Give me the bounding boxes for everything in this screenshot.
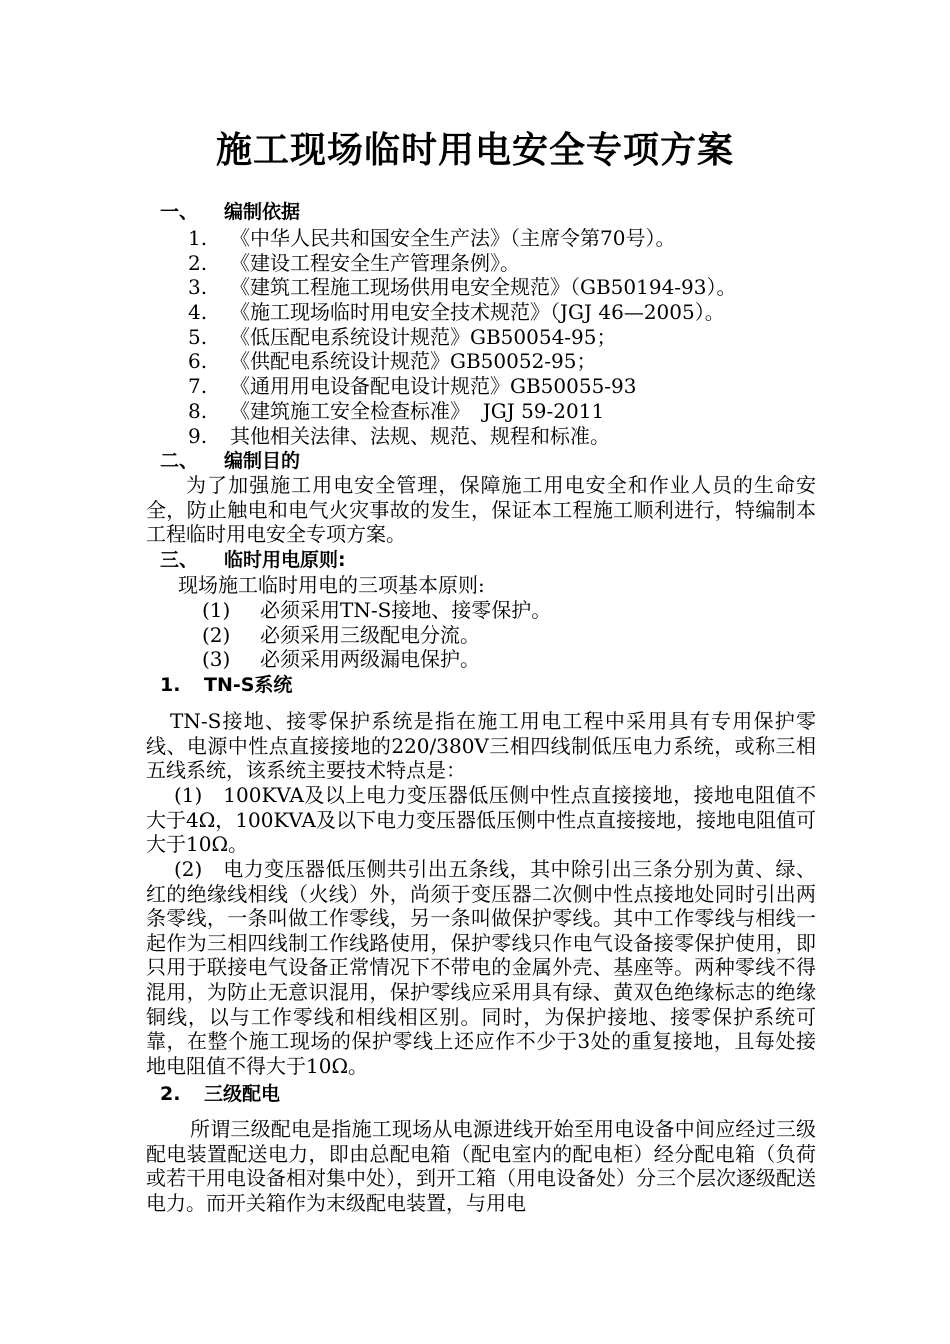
principle-item: (2) 必须采用三级配电分流。 [202,623,480,647]
list-item: 8. 《建筑施工安全检查标准》 JGJ 59-2011 [188,399,605,423]
section-heading-principles [160,548,346,573]
principle-item: (3) 必须采用两级漏电保护。 [202,647,480,671]
paragraph-tns-point-2: (2) 电力变压器低压侧共引出五条线，其中除引出三条分别为黄、绿、红的绝缘线相线（火线）外，尚须于变压器二次侧中性点接地处同时引出两条零线，一条叫做工作零线，另一条叫做保护零线。其中工作零线与相线一起作为三相四线制工作线路使用，保护零线只作电气设备接零保护使用，即只用于联接电气设备正常情况下不带电的金属外壳、基座等。两种零线不得混用，为防止无意识混用，保护零线应采用具有绿、黄双色绝缘标志的绝缘铜线，以与工作零线和相线相区别。同时，为保护接地、接零保护系统可靠，在整个施工现场的保护零线上还应作不少于3处的重复接地，且每处接地电阻值不得大于10Ω。 [146,857,816,1078]
section-number: 一、 [160,201,199,223]
section-heading-purpose [160,449,300,474]
section-title: 临时用电原则: [224,549,346,571]
subsection-heading-tns [160,673,292,698]
list-item: 4. 《施工现场临时用电安全技术规范》（JGJ 46—2005）。 [188,300,725,324]
page-title: 施工现场临时用电安全专项方案 [215,129,734,171]
subsection-title: TN-S系统 [204,674,293,696]
subsection-title: 三级配电 [204,1083,281,1105]
list-item: 5. 《低压配电系统设计规范》GB50054-95； [188,325,617,349]
paragraph-tns-intro: TN-S接地、接零保护系统是指在施工用电工程中采用具有专用保护零线、电源中性点直接接地的220/380V三相四线制低压电力系统，或称三相五线系统，该系统主要技术特点是： [146,709,816,783]
list-item: 1. 《中华人民共和国安全生产法》（主席令第70号）。 [188,226,676,250]
section-title: 编制目的 [224,450,301,472]
section-title: 编制依据 [224,201,301,223]
paragraph-purpose: 为了加强施工用电安全管理，保障施工用电安全和作业人员的生命安全，防止触电和电气火灾事故的发生，保证本工程施工顺利进行，特编制本工程临时用电安全专项方案。 [146,473,816,547]
principles-intro: 现场施工临时用电的三项基本原则: [178,573,485,597]
list-item: 6. 《供配电系统设计规范》GB50052-95； [188,349,597,373]
list-item: 9. 其他相关法律、法规、规范、规程和标准。 [188,424,610,448]
principle-item: (1) 必须采用TN-S接地、接零保护。 [202,598,552,622]
list-item: 7. 《通用用电设备配电设计规范》GB50055-93 [188,374,637,398]
paragraph-tns-point-1: (1) 100KVA及以上电力变压器低压侧中性点直接接地，接地电阻值不大于4Ω，100KVA及以下电力变压器低压侧中性点直接接地，接地电阻值可大于10Ω。 [146,783,816,857]
subsection-number: 2. [160,1083,181,1105]
section-number: 三、 [160,549,199,571]
section-heading-basis [160,200,300,225]
paragraph-three-level: 所谓三级配电是指施工现场从电源进线开始至用电设备中间应经过三级配电装置配送电力，即由总配电箱（配电室内的配电柜）经分配电箱（负荷或若干用电设备相对集中处），到开工箱（用电设备处）分三个层次逐级配送电力。而开关箱作为末级配电装置，与用电 [146,1117,816,1215]
subsection-heading-three-level [160,1082,280,1107]
list-item: 2. 《建设工程安全生产管理条例》。 [188,251,520,275]
list-item: 3. 《建筑工程施工现场供用电安全规范》（GB50194-93）。 [188,275,737,299]
subsection-number: 1. [160,674,181,696]
section-number: 二、 [160,450,199,472]
